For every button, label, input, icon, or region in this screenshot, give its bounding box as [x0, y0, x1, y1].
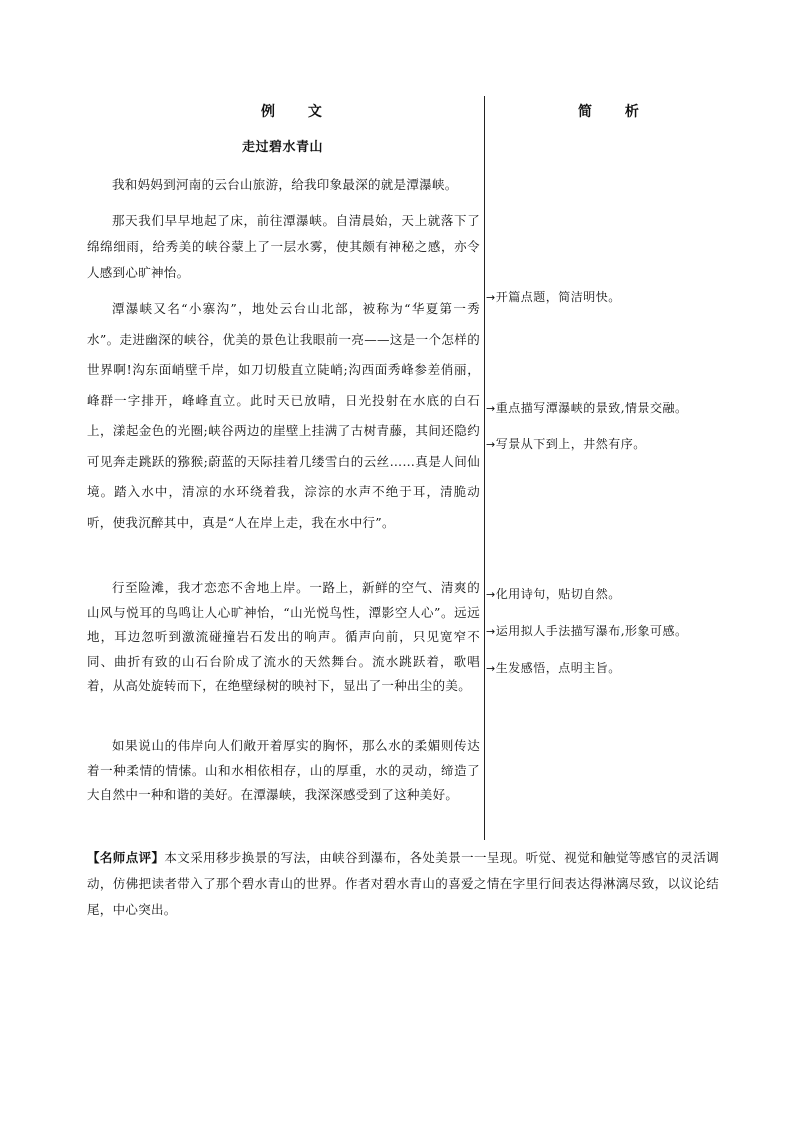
essay-paragraph-3: 潭瀑峡又名“小寨沟”，地处云台山北部，被称为“华夏第一秀水”。走进幽深的峡谷，优美的景色让我眼前一亮——这是一个怎样的世界啊!沟东面峭壁千岸，如刀切般直立陡峭;沟西面秀峰参差俏丽，峰群一字排开，峰峰直立。此时天已放晴，日光投射在水底的白石上，漾起金色的光圈;峡谷两边的崖壁上挂满了古树青藤，其间还隐约可见奔走跳跃的猕猴;蔚蓝的天际挂着几缕雪白的云丝……真是人间仙境。踏入水中，清凉的水环绕着我，淙淙的水声不绝于耳，清脆动听，使我沉醉其中，真是“人在岸上走，我在水中行”。: [87, 301, 480, 530]
arrow-icon: →: [486, 402, 496, 415]
analysis-note-text: 化用诗句，贴切自然。: [495, 587, 621, 601]
analysis-column-header: 简 析: [578, 104, 653, 120]
arrow-icon: →: [486, 662, 496, 675]
analysis-note-text: 开篇点题，简洁明快。: [495, 290, 621, 304]
analysis-note-2: [486, 399, 688, 416]
analysis-note-3: [486, 435, 646, 452]
analysis-note-text: 运用拟人手法描写瀑布,形象可感。: [495, 624, 688, 638]
analysis-note-text: 重点描写潭瀑峡的景致,情景交融。: [495, 401, 688, 415]
analysis-note-5: [486, 622, 688, 639]
example-column-header: 例 文: [261, 104, 336, 120]
arrow-icon: →: [486, 588, 496, 601]
teacher-comment-text: 本文采用移步换景的写法，由峡谷到瀑布，各处美景一一呈现。听觉、视觉和触觉等感官的灵活调动，仿佛把读者带入了那个碧水青山的世界。作者对碧水青山的喜爱之情在字里行间表达得淋漓尽致，以议论结尾，中心突出。: [87, 850, 719, 917]
essay-paragraph-2: 那天我们早早地起了床，前往潭瀑峡。自清晨始，天上就落下了绵绵细雨，给秀美的峡谷蒙上了一层水雾，使其颇有神秘之感，亦令人感到心旷神怡。: [87, 213, 480, 280]
analysis-note-6: [486, 659, 621, 676]
analysis-note-4: [486, 585, 621, 602]
arrow-icon: →: [486, 625, 496, 638]
teacher-comment: [87, 845, 719, 923]
essay-title: 走过碧水青山: [242, 140, 324, 155]
arrow-icon: →: [486, 291, 496, 304]
essay-paragraph-5: 如果说山的伟岸向人们敞开着厚实的胸怀，那么水的柔媚则传达着一种柔情的情愫。山和水相依相存，山的厚重，水的灵动，缔造了大自然中一种和谐的美好。在潭瀑峡，我深深感受到了这种美好。: [87, 738, 480, 802]
analysis-note-1: [486, 288, 621, 305]
column-divider: [484, 96, 485, 840]
teacher-comment-label: 【名师点评】: [87, 850, 165, 865]
analysis-note-text: 生发感悟，点明主旨。: [495, 661, 621, 675]
essay-paragraph-1: 我和妈妈到河南的云台山旅游，给我印象最深的就是潭瀑峡。: [112, 177, 458, 192]
analysis-note-text: 写景从下到上，井然有序。: [495, 437, 646, 451]
essay-paragraph-4: 行至险滩，我才恋恋不舍地上岸。一路上，新鲜的空气、清爽的山风与悦耳的鸟鸣让人心旷神怡，“山光悦鸟性，潭影空人心”。远远地，耳边忽听到激流碰撞岩石发出的响声。循声向前，只见宽窄不同、曲折有致的山石台阶成了流水的天然舞台。流水跳跃着，歌唱着，从高处旋转而下，在绝壁绿树的映衬下，显出了一种出尘的美。: [87, 580, 480, 693]
arrow-icon: →: [486, 438, 496, 451]
